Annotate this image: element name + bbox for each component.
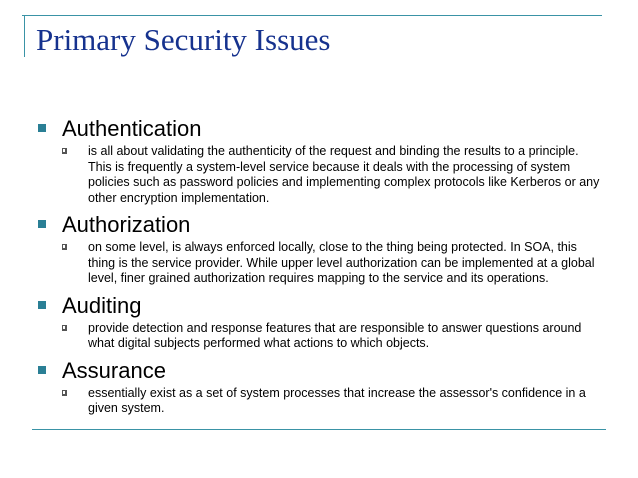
slide-title: Primary Security Issues bbox=[36, 22, 331, 57]
box-bullet-icon bbox=[62, 325, 67, 331]
slide-content bbox=[38, 114, 608, 421]
section-detail: on some level, is always enforced locally, close to the thing being protected. In SOA, this thing is the service provider. While upper level authorization can be implemented at a global level, finer grained authorization requires mapping to the service and its operations. bbox=[88, 240, 595, 285]
section-authorization bbox=[38, 210, 608, 287]
top-divider bbox=[22, 15, 602, 16]
square-bullet-icon bbox=[38, 124, 46, 132]
square-bullet-icon bbox=[38, 220, 46, 228]
box-bullet-icon bbox=[62, 244, 67, 250]
section-auditing bbox=[38, 291, 608, 352]
square-bullet-icon bbox=[38, 301, 46, 309]
section-detail: essentially exist as a set of system processes that increase the assessor's confidence in a given system. bbox=[88, 385, 586, 415]
section-assurance bbox=[38, 356, 608, 417]
section-detail: is all about validating the authenticity of the request and binding the results to a principle. This is frequently a system-level service because it deals with the processing of system policies such as password policies and implementing complex protocols like Kerberos or any other encryption implementation. bbox=[88, 144, 600, 205]
square-bullet-icon bbox=[38, 366, 46, 374]
bottom-divider bbox=[32, 429, 606, 430]
section-authentication bbox=[38, 114, 608, 206]
section-heading: Authentication bbox=[62, 116, 202, 141]
section-heading: Authorization bbox=[62, 212, 191, 237]
section-heading: Auditing bbox=[62, 292, 142, 318]
section-heading: Assurance bbox=[62, 357, 166, 383]
left-accent-divider bbox=[24, 15, 25, 57]
box-bullet-icon bbox=[62, 390, 67, 396]
section-detail: provide detection and response features that are responsible to answer questions around what digital subjects performed what actions to which objects. bbox=[88, 320, 582, 350]
box-bullet-icon bbox=[62, 148, 67, 154]
